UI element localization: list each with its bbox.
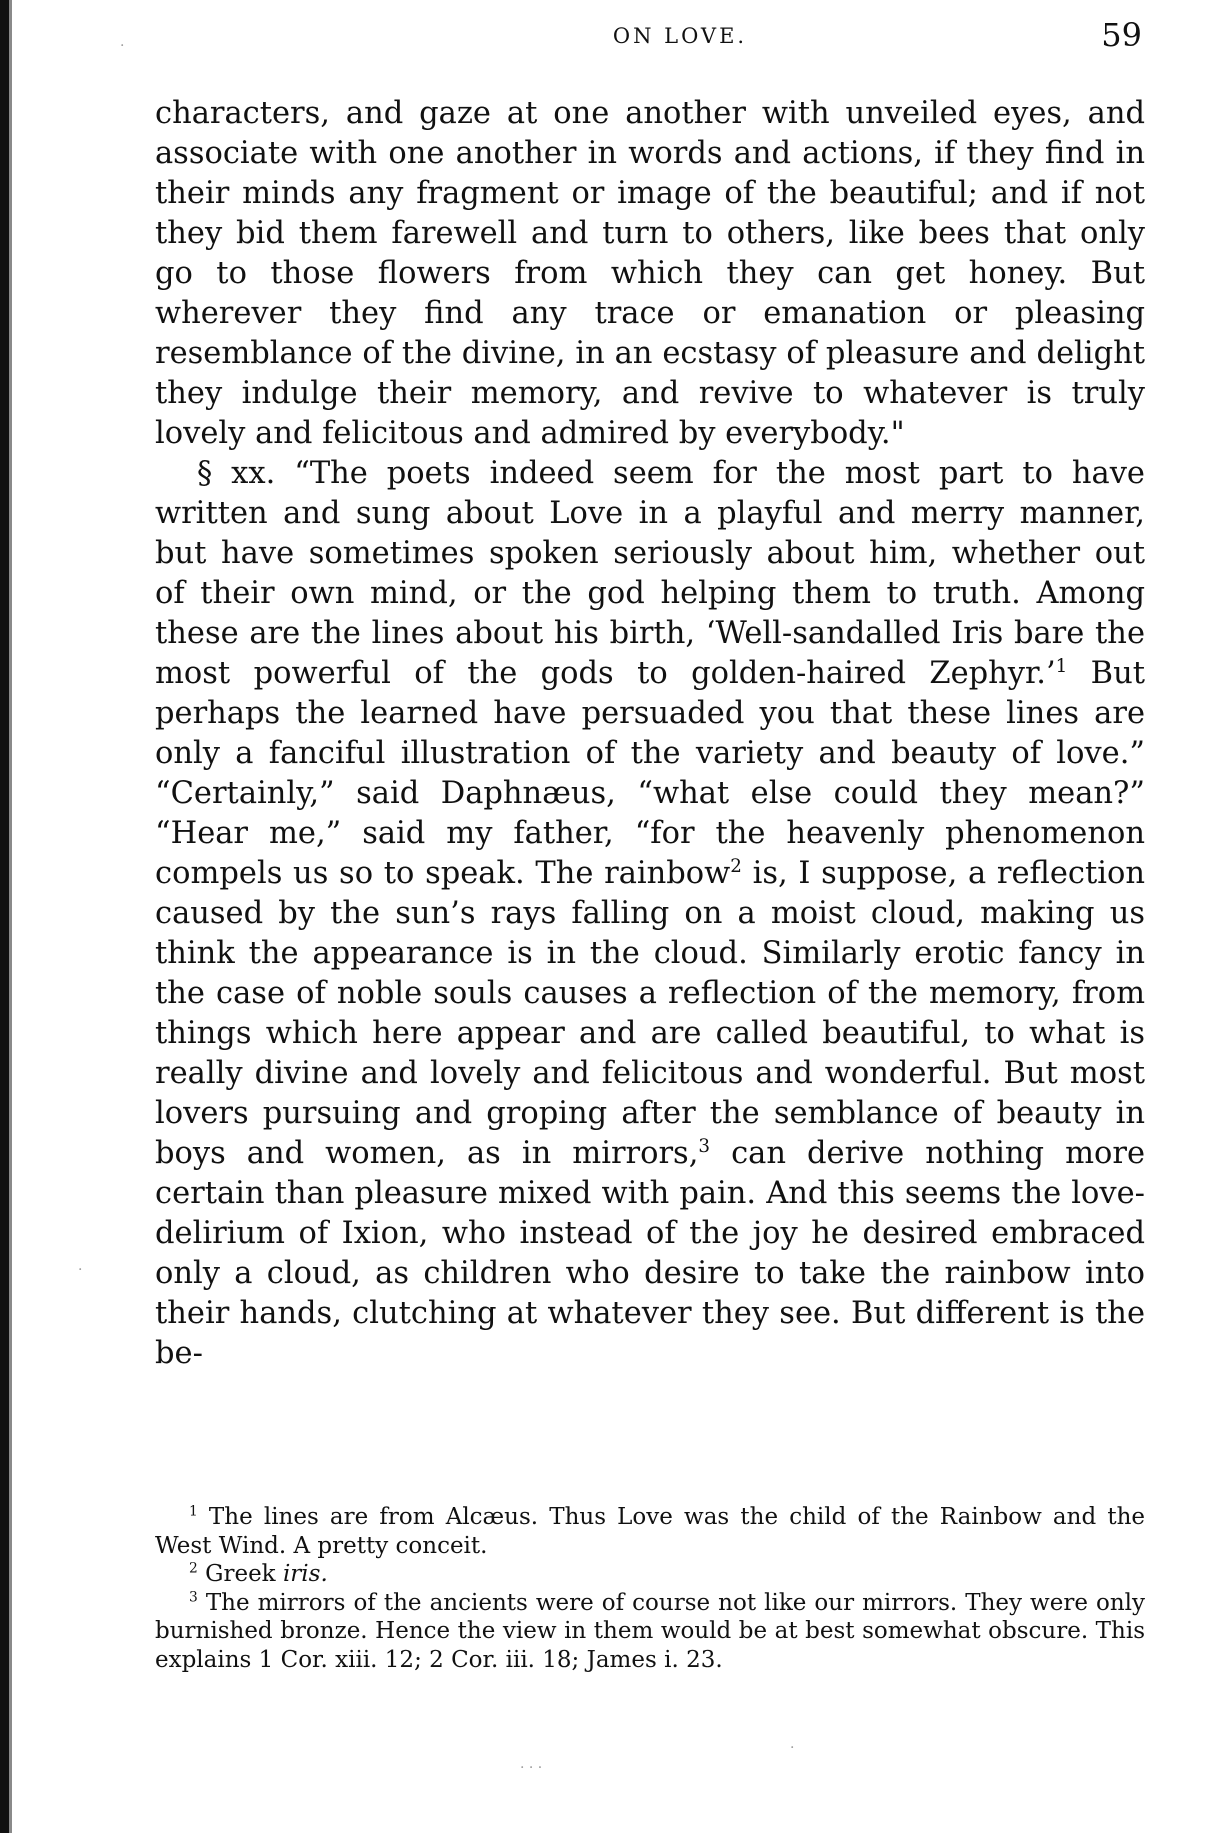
footnote-marker: 3 (189, 1588, 198, 1605)
footnote-reference: 2 (730, 855, 742, 877)
paragraph-section-xx (155, 454, 1145, 1374)
footnote (155, 1560, 1145, 1589)
footnote (155, 1589, 1145, 1675)
binding-shadow (9, 0, 12, 1833)
footnote-italic: iris. (282, 1561, 328, 1587)
footnote-text: The lines are from Alcæus. Thus Love was the child of the Rainbow and the West Wind. A pretty conceit. (155, 1504, 1145, 1559)
text-run: § xx. “The poets indeed seem for the most part to have written and sung about Love in a playful and merry manner, but have sometimes spoken seriously about him, whether out of their own mind, or the god helping them to truth. Among these are the lines about his birth, ‘Well-sandalled Iris bare the most powerful of the gods to golden-haired Zephyr.’ (155, 456, 1145, 691)
footnote-marker: 2 (189, 1560, 198, 1577)
binding-edge (0, 0, 9, 1833)
running-head: ON LOVE. (612, 24, 748, 48)
paragraph: characters, and gaze at one another with unveiled eyes, and associate with one another in words and actions, if they find in their minds any fragment or image of the beautiful; and if not they bid them farewell and turn to others, like bees that only go to those flowers from which they can get honey. But wherever they find any trace or emanation or pleasing resemblance of the divine, in an ecstasy of pleasure and delight they indulge their memory, and revive to whatever is truly lovely and felicitous and admired by everybody." (155, 96, 1145, 451)
print-speck: · · · (520, 1760, 543, 1776)
text-run: But perhaps the learned have persuaded you that these lines are only a fanciful illustration of the variety and beauty of love.” “Certainly,” said Daphnæus, “what else could they mean?” “Hear me,” said my father, “for the heavenly phenomenon compels us so to speak. The rainbow (155, 656, 1145, 891)
print-speck: · (120, 38, 125, 54)
footnote-text: The mirrors of the ancients were of course not like our mirrors. They were only burnished bronze. Hence the view in them would be at best somewhat obscure. This explains 1 Cor. xiii. 12; 2 Cor. iii. 18; James i. 23. (155, 1589, 1145, 1673)
print-speck: · (78, 1262, 83, 1278)
footnote (155, 1503, 1145, 1560)
footnote-reference: 1 (1055, 655, 1068, 677)
text-run: can derive nothing more certain than pleasure mixed with pain. And this seems the love-delirium of Ixion, who instead of the joy he desired embraced only a cloud, as children who desire to take the rainbow into their hands, clutching at whatever they see. But different is the be- (155, 1136, 1145, 1371)
footnote-marker: 1 (189, 1503, 198, 1520)
footnote-reference: 3 (698, 1135, 711, 1157)
print-speck: · (790, 1740, 795, 1756)
footnote-text: Greek (197, 1561, 283, 1587)
text-run: is, I suppose, a reflection caused by the sun’s rays falling on a moist cloud, making us think the appearance is in the cloud. Similarly erotic fancy in the case of noble souls causes a reflection of the memory, from things which here appear and are called beautiful, to what is really divine and lovely and felicitous and wonderful. But most lovers pursuing and groping after the semblance of beauty in boys and women, as in mirrors, (155, 856, 1145, 1171)
page-number: 59 (1101, 16, 1142, 54)
main-text (155, 94, 1145, 1374)
footnotes (155, 1503, 1145, 1674)
